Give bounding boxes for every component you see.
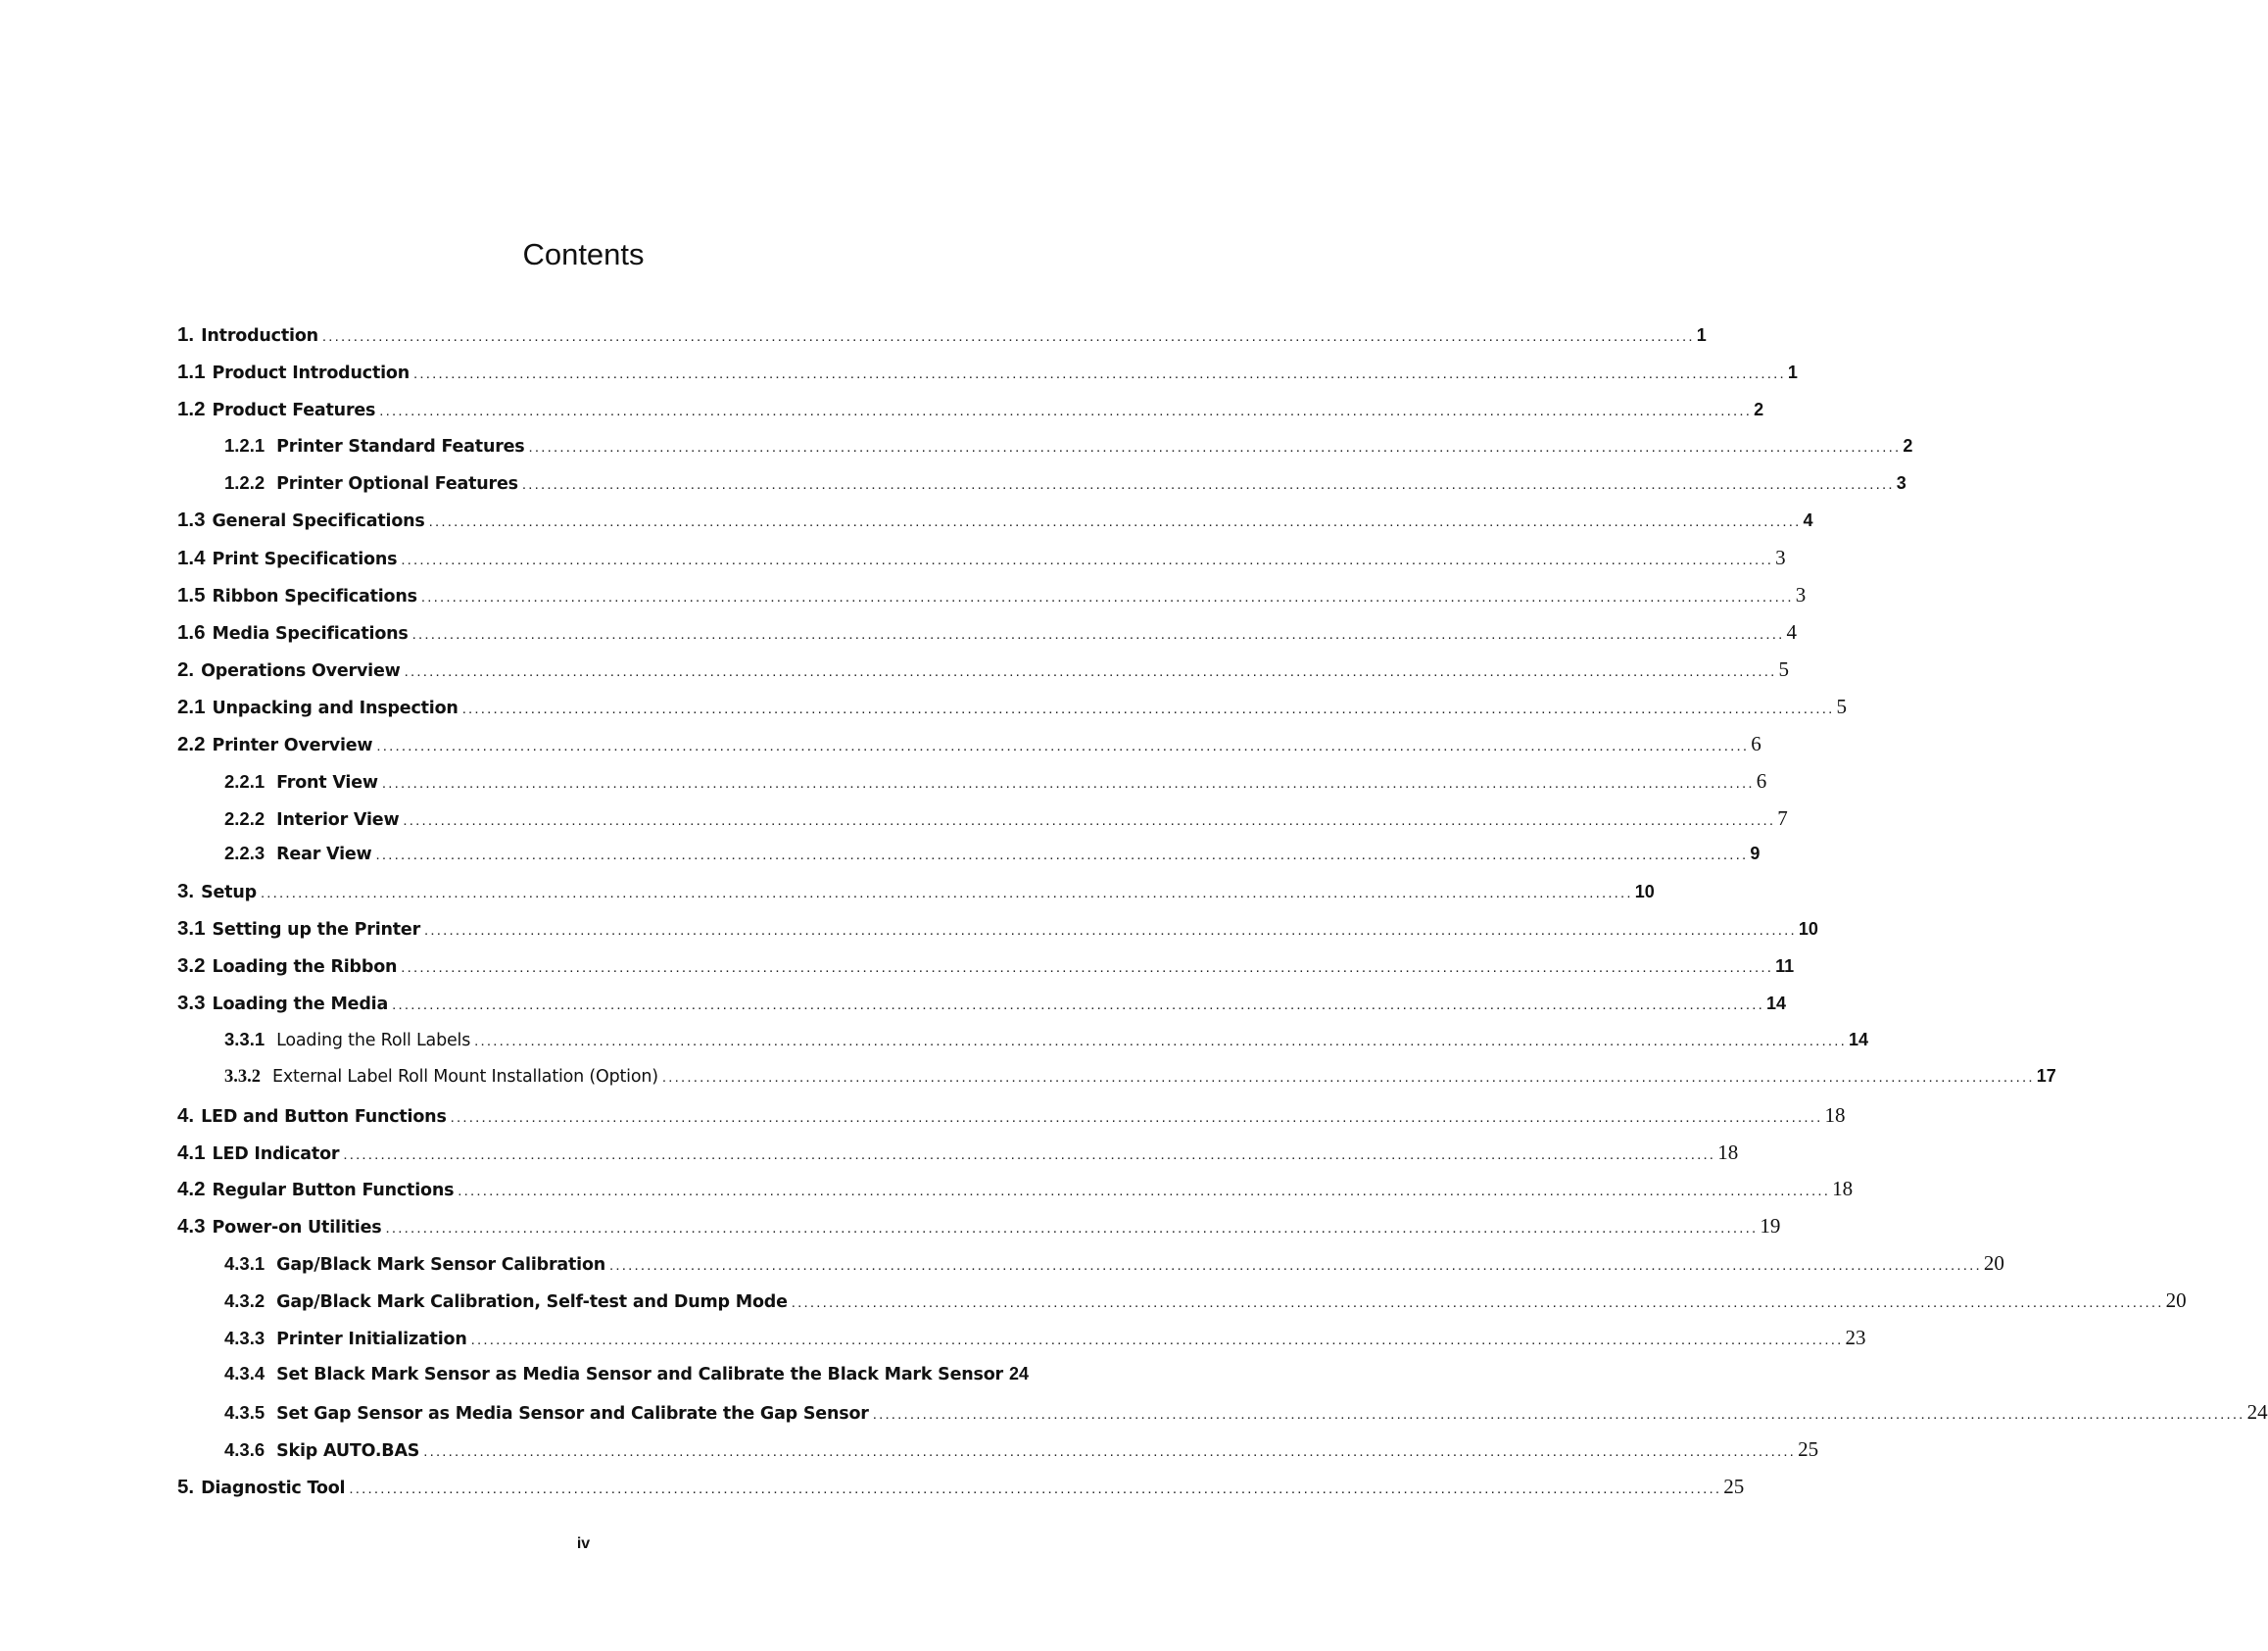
toc-entry[interactable] (177, 1251, 2004, 1288)
toc-entry-page: 3 (1795, 583, 1807, 607)
toc-entry-title: Setting up the Printer (212, 920, 421, 941)
toc-entry-page: 3 (1775, 546, 1786, 570)
toc-entry-leader: ............................................................................................................................................................................................................................ (470, 1332, 1844, 1349)
toc-entry-number: 1.3 (177, 509, 206, 532)
toc-entry[interactable] (177, 1140, 1739, 1178)
toc-entry-title: External Label Roll Mount Installation (Option) (272, 1066, 658, 1087)
toc-entry-number: 1.1 (177, 360, 206, 383)
toc-entry[interactable] (177, 657, 1789, 695)
toc-entry-leader: ............................................................................................................................................................................................................................ (343, 1145, 1716, 1163)
toc-entry-title: Loading the Roll Labels (276, 1030, 471, 1050)
toc-entry[interactable] (177, 1214, 1781, 1251)
toc-entry[interactable] (177, 1436, 1819, 1475)
toc-entry[interactable] (177, 1399, 2268, 1437)
toc-entry-leader: ............................................................................................................................................................................................................................ (381, 774, 1755, 792)
toc-entry-title: Regular Button Functions (212, 1181, 455, 1201)
toc-entry-title: Unpacking and Inspection (212, 698, 458, 718)
toc-entry-leader: ............................................................................................................................................................................................................................ (872, 1405, 2245, 1423)
toc-entry-title: Print Specifications (212, 550, 398, 570)
toc-entry-number: 3. (177, 880, 195, 903)
toc-entry-page: 5 (1836, 694, 1848, 718)
toc-entry-leader: ............................................................................................................................................................................................................................ (349, 1480, 1722, 1497)
toc-entry[interactable] (177, 1288, 2187, 1326)
toc-entry-title: Printer Initialization (276, 1330, 467, 1350)
toc-entry-number: 1.2.1 (224, 434, 265, 456)
toc-entry-page: 5 (1778, 657, 1789, 682)
toc-entry-title: Printer Optional Features (276, 473, 518, 494)
toc-entry-leader: ............................................................................................................................................................................................................................ (376, 737, 1750, 754)
toc-entry-leader: ............................................................................................................................................................................................................................ (413, 364, 1786, 382)
toc-entry-page: 1 (1696, 325, 1707, 345)
toc-entry-leader: ............................................................................................................................................................................................................................ (461, 700, 1835, 717)
toc-entry-leader: ............................................................................................................................................................................................................................ (403, 811, 1776, 829)
toc-entry[interactable] (177, 1028, 1869, 1066)
toc-entry-leader: ............................................................................................................................................................................................................................ (521, 475, 1895, 493)
toc-entry-number: 5. (177, 1475, 195, 1498)
toc-entry-page: 18 (1824, 1102, 1846, 1127)
toc-entry-title: Set Black Mark Sensor as Media Sensor and Calibrate the Black Mark Sensor (276, 1364, 1003, 1384)
toc-entry-title: Operations Overview (201, 661, 401, 682)
toc-entry[interactable] (177, 583, 1807, 620)
toc-entry[interactable] (177, 1102, 1846, 1141)
toc-entry-number: 4.3.2 (224, 1290, 265, 1312)
toc-entry-leader: ............................................................................................................................................................................................................................ (609, 1257, 1982, 1275)
toc-entry-page: 17 (2036, 1065, 2056, 1086)
toc-entry-page: 10 (1634, 882, 1655, 902)
toc-entry-title: Loading the Media (212, 995, 389, 1015)
toc-entry-page: 14 (1849, 1029, 1869, 1049)
toc-entry-leader: ............................................................................................................................................................................................................................ (474, 1032, 1847, 1049)
toc-entry-leader: ............................................................................................................................................................................................................................ (458, 1183, 1831, 1200)
toc-entry-page: 23 (1845, 1326, 1866, 1350)
toc-entry[interactable] (177, 397, 1764, 435)
toc-entry-number: 3.3 (177, 992, 206, 1015)
page-number: iv (576, 1535, 591, 1552)
toc-entry-leader: ............................................................................................................................................................................................................................ (411, 626, 1785, 644)
toc-entry-title: Set Gap Sensor as Media Sensor and Calibrate the Gap Sensor (276, 1403, 869, 1424)
toc-entry-leader: ............................................................................................................................................................................................................................ (321, 328, 1695, 345)
toc-entry-number: 3.3.1 (224, 1028, 265, 1049)
toc-entry-page: 7 (1777, 805, 1788, 830)
toc-entry-page: 10 (1798, 919, 1818, 940)
toc-entry[interactable] (177, 323, 1707, 361)
toc-entry-number: 4.3 (177, 1215, 206, 1238)
toc-entry-number: 3.2 (177, 954, 206, 978)
toc-entry-number: 4.1 (177, 1141, 206, 1164)
toc-entry[interactable] (177, 1177, 1854, 1214)
toc-entry-leader: ............................................................................................................................................................................................................................ (450, 1108, 1823, 1126)
toc-entry-number: 2.2.2 (224, 807, 265, 829)
toc-entry-title: Media Specifications (212, 624, 409, 645)
toc-entry-page: 14 (1765, 994, 1786, 1014)
toc-entry-leader: ............................................................................................................................................................................................................................ (401, 959, 1774, 977)
toc-entry-leader: ............................................................................................................................................................................................................................ (385, 1220, 1759, 1238)
toc-entry-page: 25 (1723, 1474, 1745, 1498)
toc-entry-title: Front View (276, 772, 378, 793)
toc-entry-title: Skip AUTO.BAS (276, 1440, 420, 1461)
toc-entry-title: Power-on Utilities (212, 1218, 382, 1238)
toc-entry-number: 4.3.6 (224, 1438, 265, 1460)
toc-entry[interactable] (177, 1362, 1030, 1400)
page-title: Contents (522, 237, 645, 271)
toc-entry[interactable] (177, 620, 1797, 657)
toc-entry-number: 2.2 (177, 732, 206, 755)
table-of-contents (177, 323, 2268, 1512)
toc-entry-title: General Specifications (212, 511, 425, 532)
toc-entry[interactable] (177, 768, 1767, 806)
toc-entry-number: 4.3.3 (224, 1328, 265, 1349)
toc-entry-page: 2 (1903, 435, 1913, 456)
toc-entry-page: 24 (1009, 1363, 1030, 1384)
toc-entry-page: 19 (1760, 1214, 1781, 1238)
toc-entry-number: 3.1 (177, 917, 206, 941)
toc-entry-number: 1.4 (177, 547, 206, 570)
toc-entry[interactable] (177, 694, 1848, 732)
toc-entry-leader: ............................................................................................................................................................................................................................ (428, 513, 1802, 531)
toc-entry-title: Printer Standard Features (276, 436, 525, 457)
toc-entry-leader: ............................................................................................................................................................................................................................ (423, 1442, 1797, 1460)
toc-entry-leader: ............................................................................................................................................................................................................................ (375, 847, 1749, 864)
toc-entry-leader: ............................................................................................................................................................................................................................ (392, 996, 1764, 1014)
toc-entry-number: 1.5 (177, 584, 206, 607)
toc-entry-number: 2.2.1 (224, 770, 265, 792)
toc-entry-page: 18 (1717, 1140, 1739, 1164)
toc-entry-leader: ............................................................................................................................................................................................................................ (661, 1068, 2035, 1086)
toc-entry-page: 20 (2165, 1288, 2187, 1313)
toc-entry-number: 2.2.3 (224, 843, 265, 864)
toc-entry-number: 4.3.1 (224, 1253, 265, 1275)
toc-entry[interactable] (177, 471, 1906, 510)
toc-entry-title: Gap/Black Mark Calibration, Self-test and Dump Mode (276, 1292, 788, 1313)
toc-entry-title: Interior View (276, 809, 400, 830)
toc-entry[interactable] (177, 731, 1761, 769)
toc-entry[interactable] (177, 843, 1761, 880)
toc-entry[interactable] (177, 880, 1655, 917)
toc-entry[interactable] (177, 1474, 1745, 1512)
toc-entry[interactable] (177, 434, 1913, 472)
toc-entry-title: Loading the Ribbon (212, 957, 398, 978)
toc-entry-page: 9 (1750, 844, 1761, 864)
toc-entry-leader: ............................................................................................................................................................................................................................ (379, 402, 1753, 419)
toc-entry-number: 1.6 (177, 621, 206, 645)
toc-entry-leader: ............................................................................................................................................................................................................................ (424, 922, 1797, 940)
toc-entry[interactable] (177, 805, 1788, 844)
toc-entry-title: Introduction (201, 326, 318, 346)
toc-entry-number: 1.2.2 (224, 471, 265, 493)
toc-entry-leader: ............................................................................................................................................................................................................................ (260, 885, 1633, 902)
toc-entry-title: Diagnostic Tool (201, 1478, 346, 1498)
toc-entry-title: Printer Overview (212, 735, 373, 755)
toc-entry-title: Product Introduction (212, 363, 410, 383)
toc-entry-number: 4.3.5 (224, 1401, 265, 1423)
toc-entry-leader: ............................................................................................................................................................................................................................ (528, 438, 1902, 456)
toc-entry-number: 1. (177, 323, 195, 346)
toc-entry[interactable] (177, 509, 1813, 546)
toc-entry[interactable] (177, 917, 1818, 954)
toc-entry-page: 25 (1798, 1436, 1819, 1461)
toc-entry[interactable] (177, 360, 1798, 398)
toc-entry-page: 20 (1983, 1251, 2004, 1276)
toc-entry-page: 4 (1786, 620, 1797, 645)
toc-entry-page: 6 (1751, 731, 1761, 755)
toc-entry[interactable] (177, 1326, 1866, 1363)
toc-entry-page: 24 (2246, 1399, 2268, 1424)
toc-entry-title: Ribbon Specifications (212, 587, 417, 607)
toc-entry-title: LED Indicator (212, 1143, 340, 1164)
toc-entry-page: 3 (1896, 472, 1906, 493)
toc-entry-number: 4.3.4 (224, 1362, 265, 1384)
toc-entry-number: 2. (177, 658, 195, 682)
toc-entry-title: Rear View (276, 845, 372, 865)
toc-entry-number: 4.2 (177, 1178, 206, 1201)
toc-entry-title: Gap/Black Mark Sensor Calibration (276, 1255, 606, 1276)
toc-entry-number: 4. (177, 1103, 195, 1127)
toc-entry-page: 18 (1832, 1177, 1854, 1201)
toc-entry[interactable] (177, 954, 1795, 992)
toc-entry-title: Product Features (212, 400, 376, 420)
toc-entry-leader: ............................................................................................................................................................................................................................ (420, 589, 1794, 607)
toc-entry-page: 11 (1775, 956, 1795, 977)
toc-entry-leader: ............................................................................................................................................................................................................................ (791, 1294, 2164, 1312)
toc-entry-leader: ............................................................................................................................................................................................................................ (404, 663, 1777, 681)
toc-entry-number: 3.3.2 (224, 1066, 261, 1087)
toc-entry-title: Setup (201, 883, 257, 903)
toc-entry-title: LED and Button Functions (201, 1106, 447, 1127)
toc-entry-leader: ............................................................................................................................................................................................................................ (401, 552, 1774, 569)
toc-entry[interactable] (177, 1065, 2056, 1103)
toc-entry-page: 4 (1803, 510, 1813, 531)
toc-entry[interactable] (177, 546, 1786, 583)
toc-entry-page: 6 (1756, 768, 1767, 793)
toc-entry-page: 2 (1754, 399, 1764, 419)
toc-entry-number: 1.2 (177, 397, 206, 420)
toc-entry[interactable] (177, 992, 1786, 1029)
toc-entry-number: 2.1 (177, 695, 206, 718)
toc-entry-page: 1 (1787, 362, 1798, 382)
